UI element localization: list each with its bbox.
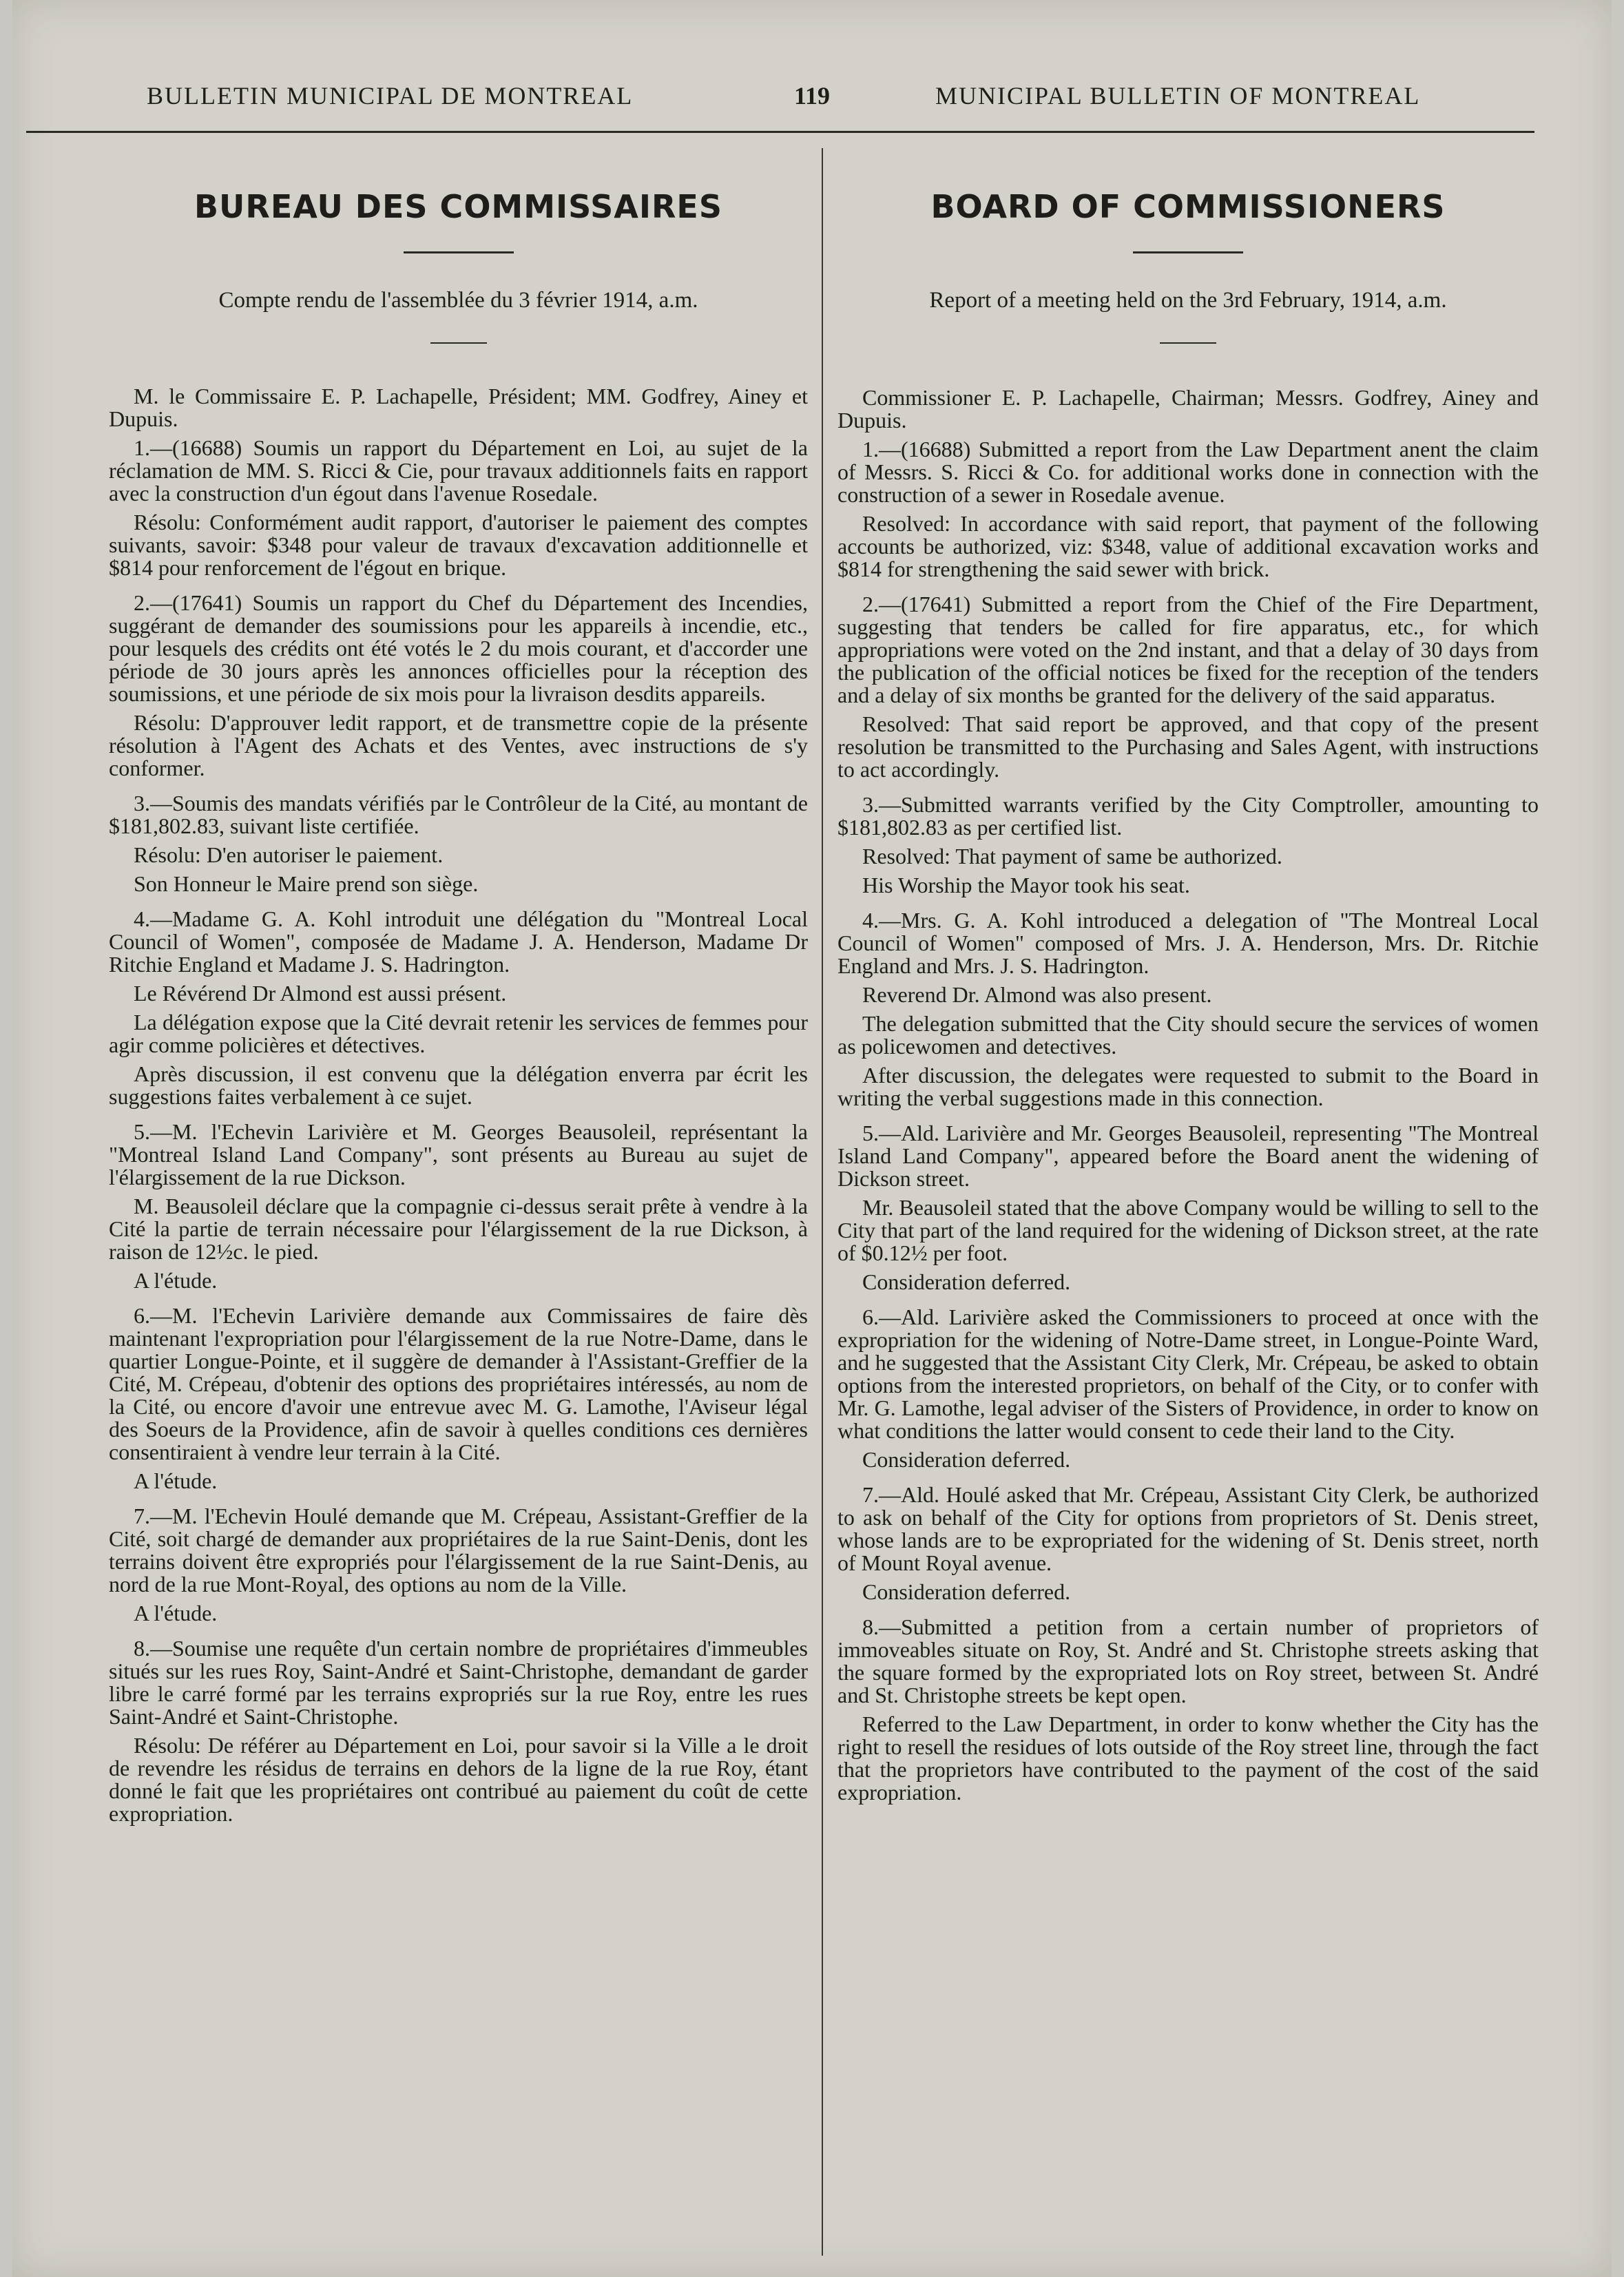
paragraph: Consideration deferred. <box>862 1447 1071 1472</box>
paragraph: A l'étude. <box>134 1268 218 1293</box>
english-subtitle-rule <box>1160 342 1216 344</box>
document-page <box>12 0 1612 2277</box>
paragraph: Résolu: D'approuver ledit rapport, et de transmettre copie de la présente résolution à l'Agent des Achats et des Ventes, avec instructions de s'y conformer. <box>109 710 808 780</box>
paragraph: A l'étude. <box>134 1601 218 1625</box>
paragraph: Resolved: That said report be approved, and that copy of the present resolution be transmitted to the Purchasing and Sales Agent, with instructions to act accordingly. <box>837 711 1539 782</box>
english-paragraphs <box>837 386 1539 1804</box>
french-title: BUREAU DES COMMISSAIRES <box>194 188 722 225</box>
english-title: BOARD OF COMMISSIONERS <box>930 188 1446 225</box>
header-rule <box>26 131 1534 133</box>
paragraph: Consideration deferred. <box>862 1579 1071 1604</box>
paragraph: The delegation submitted that the City should secure the services of women as policewomen and detectives. <box>837 1011 1539 1059</box>
header-left-title: BULLETIN MUNICIPAL DE MONTREAL <box>147 82 634 110</box>
paragraph: 5.—Ald. Larivière and Mr. Georges Beausoleil, representing "The Montreal Island Land Company", appeared before the Board anent the widening of Dickson street. <box>837 1121 1539 1191</box>
paragraph: 7.—Ald. Houlé asked that Mr. Crépeau, Assistant City Clerk, be authorized to ask on behalf of the City for options from proprietors of St. Denis street, whose lands are to be expropriated for the widening of St. Denis street, north of Mount Royal avenue. <box>837 1482 1539 1575</box>
paragraph: 3.—Soumis des mandats vérifiés par le Contrôleur de la Cité, au montant de $181,802.83, suivant liste certifiée. <box>109 791 808 838</box>
paragraph: 7.—M. l'Echevin Houlé demande que M. Crépeau, Assistant-Greffier de la Cité, soit chargé de demander aux propriétaires de la rue Saint-Denis, dont les terrains doivent être expropriés pour l'élargissement de la rue Saint-Denis, au nord de la rue Mont-Royal, des options au nom de la Ville. <box>109 1504 808 1597</box>
column-divider <box>822 148 823 2256</box>
paragraph: La délégation expose que la Cité devrait retenir les services de femmes pour agir comme policières et détectives. <box>109 1010 808 1057</box>
paragraph: Resolved: That payment of same be authorized. <box>862 844 1282 869</box>
paragraph: Après discussion, il est convenu que la délégation enverra par écrit les suggestions faites verbalement à ce sujet. <box>109 1061 808 1109</box>
paragraph: 1.—(16688) Submitted a report from the Law Department anent the claim of Messrs. S. Ricci & Co. for additional works done in connection with the construction of a sewer in Rosedale avenue. <box>837 437 1539 507</box>
paragraph: Mr. Beausoleil stated that the above Company would be willing to sell to the City that part of the land required for the widening of Dickson street, at the rate of $0.12½ per foot. <box>837 1195 1539 1265</box>
paragraph: His Worship the Mayor took his seat. <box>862 873 1190 897</box>
paragraph: 4.—Mrs. G. A. Kohl introduced a delegation of "The Montreal Local Council of Women" composed of Mrs. J. A. Henderson, Mrs. Dr. Ritchie England and Mrs. J. S. Hadrington. <box>837 908 1539 978</box>
paragraph: 3.—Submitted warrants verified by the City Comptroller, amounting to $181,802.83 as per certified list. <box>837 792 1539 840</box>
paragraph: A l'étude. <box>134 1468 218 1493</box>
english-title-rule <box>1133 251 1243 253</box>
paragraph: Consideration deferred. <box>862 1269 1071 1294</box>
paragraph: 5.—M. l'Echevin Larivière et M. Georges Beausoleil, représentant la "Montreal Island Land Company", sont présents au Bureau au sujet de l'élargissement de la rue Dickson. <box>109 1119 808 1189</box>
paragraph: 6.—M. l'Echevin Larivière demande aux Commissaires de faire dès maintenant l'expropriation pour l'élargissement de la rue Notre-Dame, dans le quartier Longue-Pointe, et il suggère de demander à l'Assistant-Greffier de la Cité, M. Crépeau, d'obtenir des options des propriétaires intéressés, au nom de la Cité, ou encore d'avoir une entrevue avec M. G. Lamothe, l'Aviseur légal des Soeurs de la Providence, afin de savoir à quelles conditions ces dernières consentiraient à vendre leur terrain à la Cité. <box>109 1303 808 1464</box>
paragraph: Reverend Dr. Almond was also present. <box>862 982 1212 1007</box>
paragraph: Résolu: Conformément audit rapport, d'autoriser le paiement des comptes suivants, savoir: $348 pour valeur de travaux d'excavation additionnelle et $814 pour renforcement de l'égout en brique. <box>109 510 808 580</box>
paragraph: M. Beausoleil déclare que la compagnie ci-dessus serait prête à vendre à la Cité la partie de terrain nécessaire pour l'élargissement de la rue Dickson, à raison de 12½c. le pied. <box>109 1194 808 1264</box>
paragraph: Le Révérend Dr Almond est aussi présent. <box>134 981 507 1006</box>
paragraph: Résolu: D'en autoriser le paiement. <box>134 842 444 867</box>
french-subtitle-rule <box>430 342 487 344</box>
paragraph: Résolu: De référer au Département en Loi, pour savoir si la Ville a le droit de revendre les résidus de terrains en dehors de la ligne de la rue Roy, étant donné le fait que les propriétaires ont contribué au paiement du coût de cette expropriation. <box>109 1733 808 1826</box>
paragraph: Resolved: In accordance with said report, that payment of the following accounts be authorized, viz: $348, value of additional excavation works and $814 for strengthening the said sewer with brick. <box>837 511 1539 581</box>
paragraph: Commissioner E. P. Lachapelle, Chairman; Messrs. Godfrey, Ainey and Dupuis. <box>837 385 1539 433</box>
page-number: 119 <box>794 82 831 110</box>
running-header <box>12 81 1612 116</box>
paragraph: After discussion, the delegates were requested to submit to the Board in writing the verbal suggestions made in this connection. <box>837 1063 1539 1110</box>
french-column <box>109 172 808 1831</box>
paragraph: 6.—Ald. Larivière asked the Commissioners to proceed at once with the expropriation for the widening of Notre-Dame street, in Longue-Pointe Ward, and he suggested that the Assistant City Clerk, Mr. Crépeau, be asked to obtain options from the interested proprietors, on behalf of the City, or to confer with Mr. G. Lamothe, legal adviser of the Sisters of Providence, in order to know on what conditions the latter would consent to cede their land to the City. <box>837 1304 1539 1443</box>
paragraph: Referred to the Law Department, in order to konw whether the City has the right to resell the residues of lots outside of the Roy street line, through the fact that the proprietors have contributed to the payment of the cost of the said expropriation. <box>837 1712 1539 1805</box>
paragraph: 4.—Madame G. A. Kohl introduit une délégation du "Montreal Local Council of Women", composée de Madame J. A. Henderson, Madame Dr Ritchie England et Madame J. S. Hadrington. <box>109 906 808 977</box>
english-column <box>837 172 1539 1810</box>
paragraph: M. le Commissaire E. P. Lachapelle, Président; MM. Godfrey, Ainey et Dupuis. <box>109 384 808 431</box>
paragraph: 1.—(16688) Soumis un rapport du Département en Loi, au sujet de la réclamation de MM. S. Ricci & Cie, pour travaux additionnels faits en rapport avec la construction d'un égout dans l'avenue Rosedale. <box>109 435 808 506</box>
paragraph: 8.—Submitted a petition from a certain number of proprietors of immoveables situate on Roy, St. André and St. Christophe streets asking that the square formed by the expropriated lots on Roy street, between St. André and St. Christophe streets be kept open. <box>837 1614 1539 1707</box>
paragraph: 8.—Soumise une requête d'un certain nombre de propriétaires d'immeubles situés sur les rues Roy, Saint-André et Saint-Christophe, demandant de garder libre le carré formé par les terrains expropriés sur la rue Roy, entre les rues Saint-André et Saint-Christophe. <box>109 1636 808 1729</box>
paragraph: 2.—(17641) Submitted a report from the Chief of the Fire Department, suggesting that tenders be called for fire apparatus, etc., for which appropriations were voted on the 2nd instant, and that a delay of 30 days from the publication of the official notices be fixed for the reception of the tenders and a delay of six months be granted for the delivery of the said apparatus. <box>837 592 1539 707</box>
header-right-title: MUNICIPAL BULLETIN OF MONTREAL <box>935 82 1421 110</box>
paragraph: 2.—(17641) Soumis un rapport du Chef du Département des Incendies, suggérant de demander des soumissions pour les appareils à incendie, etc., pour lesquels des crédits ont été votés le 2 du mois courant, et d'accorder une période de 30 jours après les annonces officielles pour la réception des soumissions, et une période de six mois pour la livraison desdits appareils. <box>109 590 808 706</box>
french-title-rule <box>404 251 514 253</box>
french-paragraphs <box>109 385 808 1825</box>
english-subtitle: Report of a meeting held on the 3rd February, 1914, a.m. <box>929 288 1447 313</box>
paragraph: Son Honneur le Maire prend son siège. <box>134 871 479 896</box>
french-subtitle: Compte rendu de l'assemblée du 3 février 1914, a.m. <box>218 288 698 313</box>
